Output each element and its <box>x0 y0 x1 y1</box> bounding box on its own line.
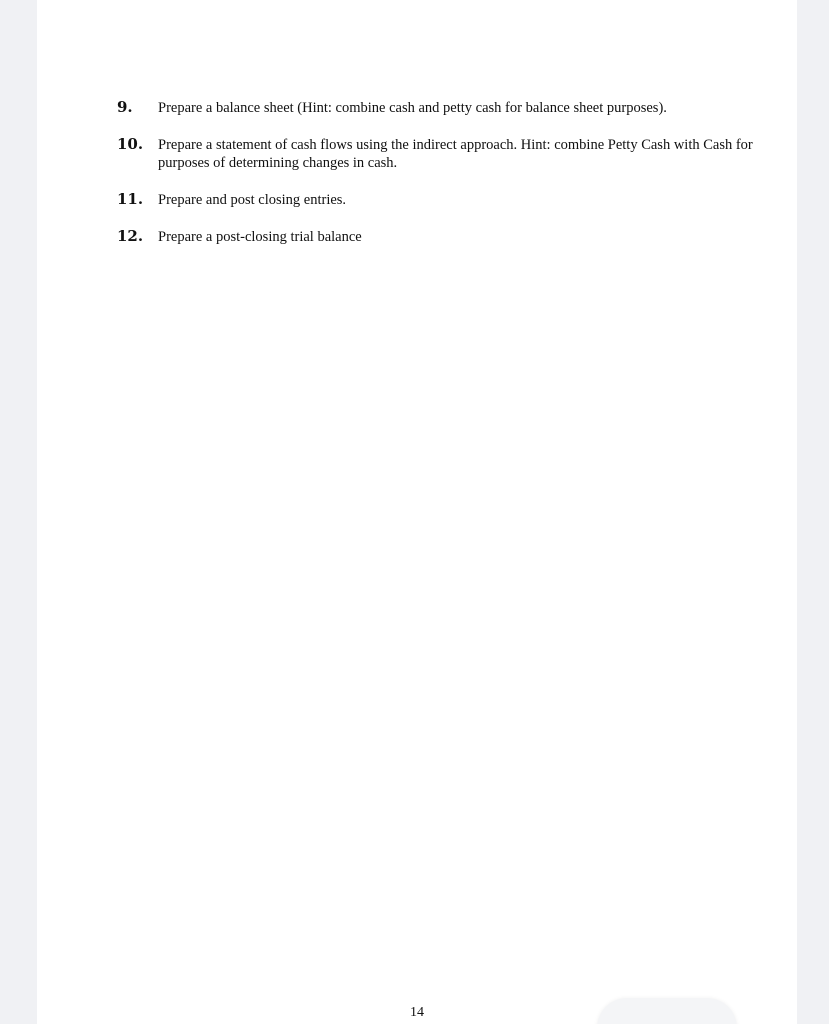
item-number: 9. <box>117 98 133 116</box>
item-text: Prepare a post-closing trial balance <box>158 229 362 245</box>
item-number: 11. <box>117 190 144 208</box>
item-number: 10. <box>117 135 144 153</box>
document-page <box>37 0 797 1024</box>
page-number: 14 <box>410 1005 424 1020</box>
floating-control[interactable] <box>597 998 737 1024</box>
item-text: Prepare a statement of cash flows using the indirect approach. Hint: combine Petty Cash with Cash for purposes of determining changes in cash. <box>158 137 753 171</box>
item-number: 12. <box>117 227 144 245</box>
item-text: Prepare and post closing entries. <box>158 192 347 208</box>
item-text: Prepare a balance sheet (Hint: combine cash and petty cash for balance sheet purposes). <box>158 100 667 116</box>
